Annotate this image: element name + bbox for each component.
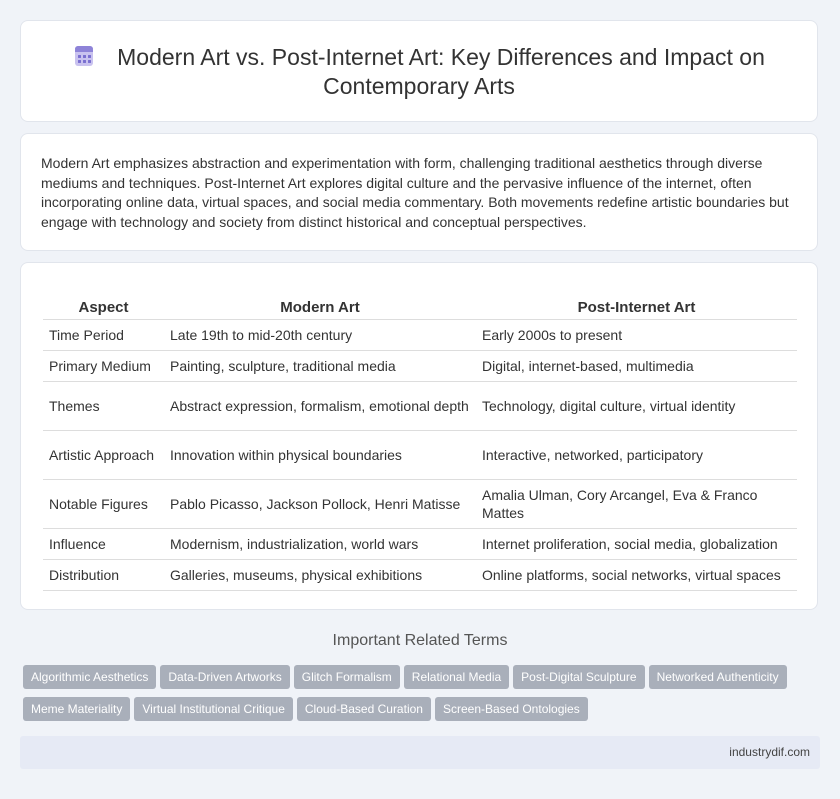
related-term-tag[interactable]: Post-Digital Sculpture xyxy=(513,665,644,689)
intro-card xyxy=(20,133,818,251)
cell-modern: Galleries, museums, physical exhibitions xyxy=(164,560,476,591)
cell-aspect: Artistic Approach xyxy=(43,431,164,480)
cell-post-internet: Digital, internet-based, multimedia xyxy=(476,351,797,382)
table-row xyxy=(43,529,797,560)
related-term-tag[interactable]: Relational Media xyxy=(404,665,509,689)
related-term-tag[interactable]: Glitch Formalism xyxy=(294,665,400,689)
intro-paragraph: Modern Art emphasizes abstraction and experimentation with form, challenging traditional aesthetics through diverse mediums and techniques. Post-Internet Art explores digital culture and the pervasive influence of the internet, often incorporating online data, virtual spaces, and social media commentary. Both movements redefine artistic boundaries but engage with technology and society from distinct historical and conceptual perspectives. xyxy=(41,155,789,230)
related-term-tag[interactable]: Meme Materiality xyxy=(23,697,130,721)
related-terms-list xyxy=(23,665,823,729)
cell-post-internet: Internet proliferation, social media, globalization xyxy=(476,529,797,560)
cell-post-internet: Technology, digital culture, virtual identity xyxy=(476,382,797,431)
table-row xyxy=(43,560,797,591)
cell-aspect: Primary Medium xyxy=(43,351,164,382)
table-row xyxy=(43,382,797,431)
comparison-card xyxy=(20,262,818,610)
cell-post-internet: Amalia Ulman, Cory Arcangel, Eva & Franco Mattes xyxy=(476,480,797,529)
cell-modern: Painting, sculpture, traditional media xyxy=(164,351,476,382)
table-row xyxy=(43,351,797,382)
page-title-text: Modern Art vs. Post-Internet Art: Key Differences and Impact on Contemporary Arts xyxy=(117,44,765,99)
related-term-tag[interactable]: Networked Authenticity xyxy=(649,665,787,689)
comparison-table xyxy=(43,293,797,591)
related-term-tag[interactable]: Data-Driven Artworks xyxy=(160,665,289,689)
cell-modern: Pablo Picasso, Jackson Pollock, Henri Matisse xyxy=(164,480,476,529)
cell-aspect: Notable Figures xyxy=(43,480,164,529)
cell-aspect: Influence xyxy=(43,529,164,560)
cell-aspect: Themes xyxy=(43,382,164,431)
related-term-tag[interactable]: Algorithmic Aesthetics xyxy=(23,665,156,689)
footer-bar xyxy=(20,736,820,769)
table-row xyxy=(43,320,797,351)
cell-modern: Late 19th to mid-20th century xyxy=(164,320,476,351)
table-header-row xyxy=(43,293,797,320)
cell-modern: Abstract expression, formalism, emotional depth xyxy=(164,382,476,431)
footer-site-link[interactable]: industrydif.com xyxy=(729,745,810,759)
related-term-tag[interactable]: Cloud-Based Curation xyxy=(297,697,431,721)
title-card xyxy=(20,20,818,122)
cell-post-internet: Early 2000s to present xyxy=(476,320,797,351)
cell-modern: Modernism, industrialization, world wars xyxy=(164,529,476,560)
document-icon xyxy=(73,45,95,67)
related-term-tag[interactable]: Virtual Institutional Critique xyxy=(134,697,293,721)
related-term-tag[interactable]: Screen-Based Ontologies xyxy=(435,697,588,721)
cell-aspect: Distribution xyxy=(43,560,164,591)
table-row xyxy=(43,431,797,480)
cell-aspect: Time Period xyxy=(43,320,164,351)
header-aspect: Aspect xyxy=(43,293,164,320)
header-modern-art: Modern Art xyxy=(164,293,476,320)
header-post-internet-art: Post-Internet Art xyxy=(476,293,797,320)
cell-modern: Innovation within physical boundaries xyxy=(164,431,476,480)
page-title xyxy=(21,43,817,101)
cell-post-internet: Online platforms, social networks, virtual spaces xyxy=(476,560,797,591)
related-terms-heading: Important Related Terms xyxy=(332,632,508,649)
cell-post-internet: Interactive, networked, participatory xyxy=(476,431,797,480)
table-row xyxy=(43,480,797,529)
title-block xyxy=(21,43,817,101)
